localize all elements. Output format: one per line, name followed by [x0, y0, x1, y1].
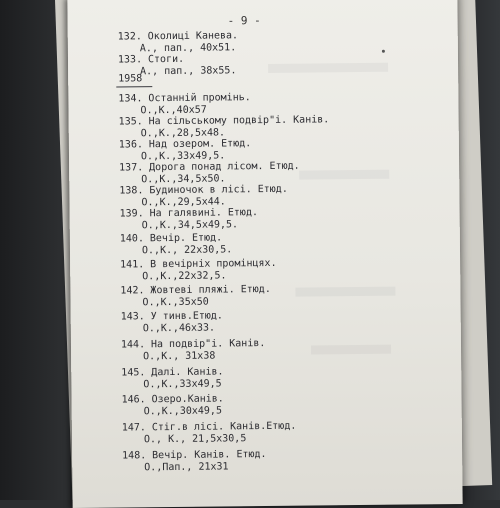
entry-title: Вечір. Канів. Етюд.: [152, 448, 267, 462]
catalog-entry: [121, 393, 223, 418]
entry-details: А., пап., 40х51.: [139, 42, 237, 55]
entry-details: О.,К., 22х30,5.: [141, 244, 233, 257]
entry-details: О.,Пап., 21х31: [144, 461, 229, 474]
entry-title: На подвір"і. Канів.: [150, 338, 266, 351]
entry-number: 140.: [119, 233, 145, 245]
entry-details: О.,К.,22х32,5.: [142, 270, 227, 283]
entry-number: 141.: [120, 259, 145, 271]
entry-title: Стіг.в лісі. Канів.Етюд.: [151, 420, 297, 434]
entry-title: Останній промінь.: [148, 92, 251, 105]
catalog-entry: [122, 421, 297, 447]
entry-number: 144.: [120, 339, 146, 351]
entry-details: О.,К.,28,5х48.: [140, 127, 226, 140]
entry-number: 143.: [120, 311, 145, 323]
entry-number: 136.: [118, 139, 144, 151]
entry-number: 147.: [121, 422, 146, 434]
catalog-entry: [120, 207, 259, 232]
entry-title: На сільському подвір"і. Канів.: [148, 114, 330, 128]
catalog-entry: [119, 138, 252, 163]
entry-number: 146.: [121, 394, 146, 406]
entry-number: 134.: [118, 93, 143, 105]
entry-details: О.,К.,29,5х44.: [141, 196, 226, 209]
entry-details: О.,К., 31х38: [143, 350, 216, 363]
catalog-entry: [120, 258, 277, 284]
entry-title: Над озером. Етюд.: [148, 138, 252, 151]
entry-details: О.,К.,46х33.: [142, 322, 216, 335]
entry-details: А., пап., 38х55.: [140, 65, 237, 78]
catalog-entry: [118, 30, 239, 55]
ink-dot: [382, 50, 385, 53]
catalog-entry: [118, 92, 251, 117]
bleed-through-text: [299, 170, 389, 180]
entry-number: 138.: [119, 185, 144, 197]
page-number: - 9 -: [227, 14, 261, 28]
entry-number: 135.: [118, 116, 143, 128]
catalog-entry: [122, 449, 267, 475]
entry-number: 133.: [117, 54, 143, 66]
entry-details: О.,К.,35х50: [142, 296, 209, 309]
entry-title: Стоги.: [147, 53, 185, 66]
catalog-entry: [119, 114, 330, 140]
entry-title: У тинв.Етюд.: [150, 310, 223, 323]
document-page: [67, 0, 462, 508]
entry-title: Околиці Канева.: [147, 30, 239, 43]
entry-title: В вечірніх промінцях.: [150, 257, 277, 271]
catalog-entry: [119, 161, 300, 187]
entry-title: Будиночок в лісі. Етюд.: [149, 183, 288, 197]
catalog-entry: [121, 338, 266, 364]
entry-title: Дорога понад лісом. Етюд.: [149, 160, 300, 174]
year-underline: [116, 86, 152, 87]
entry-title: Жовтеві пляжі. Етюд.: [150, 283, 271, 297]
catalog-entry: [120, 232, 233, 257]
entry-details: О.,К.,30х49,5: [143, 405, 223, 418]
entry-title: Далі. Канів.: [151, 366, 224, 379]
entry-details: О.,К.,34,5х50.: [141, 173, 226, 186]
entry-number: 139.: [119, 208, 144, 220]
entry-details: О.,К.,34,5х49,5.: [141, 219, 239, 232]
entry-title: На галявині. Етюд.: [149, 207, 259, 220]
entry-number: 142.: [120, 285, 145, 297]
catalog-entry: [121, 310, 223, 335]
entry-details: О.,К.,33х49,5: [143, 378, 222, 391]
bleed-through-text: [311, 345, 391, 355]
entry-number: 137.: [119, 162, 144, 174]
bleed-through-text: [268, 63, 388, 73]
entry-details: О., К., 21,5х30,5: [143, 433, 247, 446]
entry-number: 145.: [121, 367, 146, 379]
entry-details: О.,К.,33х49,5.: [140, 150, 226, 163]
catalog-entry: [121, 366, 223, 391]
entry-title: Озеро.Канів.: [151, 393, 224, 406]
entry-details: О.,К.,40х57: [140, 104, 207, 117]
entry-title: Вечір. Етюд.: [149, 232, 223, 245]
entry-number: 132.: [117, 31, 142, 43]
bleed-through-text: [295, 287, 395, 297]
entry-number: 148.: [122, 450, 147, 462]
year-heading: 1958: [118, 73, 143, 85]
catalog-entry: [120, 284, 271, 310]
catalog-entry: [119, 184, 288, 210]
